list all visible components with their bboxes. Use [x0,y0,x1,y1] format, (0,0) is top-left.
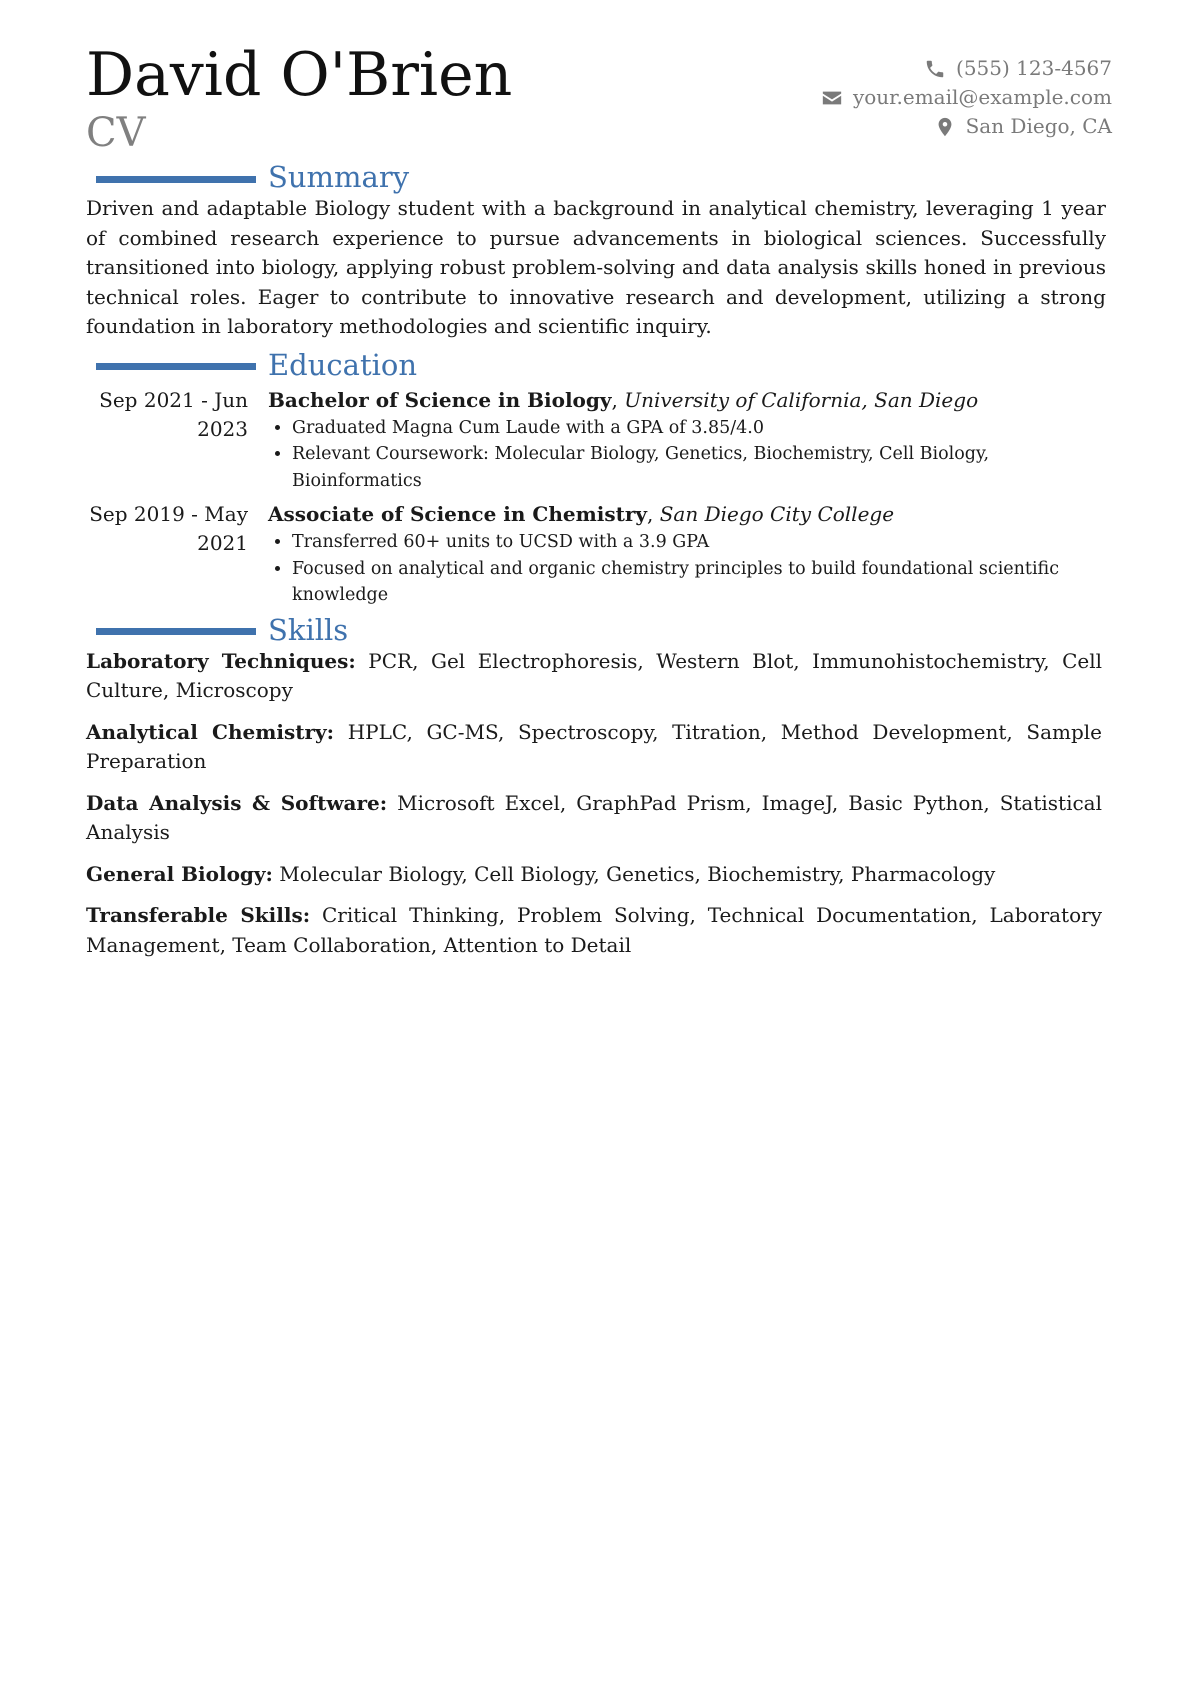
degree-name: Associate of Science in Chemistry [268,502,647,526]
date-range-start: Sep 2021 - Jun [99,387,248,412]
section-title-summary: Summary [268,160,410,194]
skill-category: Transferable Skills: [86,903,311,927]
contact-phone [821,54,1112,83]
degree-name: Bachelor of Science in Biology [268,387,612,412]
bullet-item: • Relevant Coursework: Molecular Biology, Genetics, Biochemistry, Cell Biology, Bioinformatics [292,441,1112,494]
candidate-name: David O'Brien [86,40,513,110]
education-entry [86,500,1112,609]
skill-list: HPLC, GC-MS, Spectroscopy, Titration, Method Development, Sample Preparation [86,719,1102,773]
education-section-heading [86,348,1112,382]
education-date [86,500,268,609]
location-text: San Diego, CA [965,114,1112,138]
skill-category: Analytical Chemistry: [86,719,335,744]
summary-section-heading [86,160,1112,194]
skills-section-heading [86,613,1112,647]
section-accent-bar [96,363,256,370]
education-date [86,386,268,495]
education-details [268,500,1112,609]
skill-category: Data Analysis & Software: [86,790,388,815]
email-address[interactable]: your.email@example.com [852,85,1112,109]
skill-row [86,789,1102,848]
section-accent-bar [96,176,256,183]
education-bullets [268,529,1112,609]
summary-text: Driven and adaptable Biology student with a background in analytical chemistry, leveraging 1 year of combined research experience to pursue advancements in biological sciences. Successfully transitioned into biology, applying robust problem-solving and data analysis skills honed in previous technical roles. Eager to contribute to innovative research and development, utilizing a strong foundation in laboratory methodologies and scientific inquiry. [86,196,1106,338]
bullet-item: • Graduated Magna Cum Laude with a GPA of 3.85/4.0 [292,415,1112,442]
skill-category: Laboratory Techniques: [86,648,356,673]
skill-row [86,901,1102,960]
date-range-start: Sep 2019 - May [89,502,248,526]
skill-row [86,860,1102,890]
institution-name: University of California, San Diego [624,387,979,412]
skill-row [86,647,1102,706]
skill-list: Critical Thinking, Problem Solving, Technical Documentation, Laboratory Management, Team Collaboration, Attention to Detail [86,903,1102,957]
section-title-education: Education [268,347,418,382]
bullet-item: • Transferred 60+ units to UCSD with a 3.9 GPA [292,529,1112,556]
skill-category: General Biology: [86,861,273,886]
document-subtitle: CV [86,110,146,156]
envelope-icon [821,87,843,109]
date-range-end: 2021 [197,531,248,555]
map-pin-icon [934,116,956,138]
contact-location [821,112,1112,141]
date-range-end: 2023 [197,416,248,441]
skill-row [86,718,1102,777]
contact-info [821,54,1112,141]
phone-number: (555) 123-4567 [956,56,1112,80]
education-details [268,386,1112,495]
education-entry [86,386,1112,495]
skill-list: Microsoft Excel, GraphPad Prism, ImageJ, Basic Python, Statistical Analysis [86,790,1103,844]
header [86,0,1112,160]
skill-list: PCR, Gel Electrophoresis, Western Blot, Immunohistochemistry, Cell Culture, Microscopy [86,648,1103,702]
bullet-item: • Focused on analytical and organic chemistry principles to build foundational scientific knowledge [292,556,1112,609]
section-accent-bar [96,628,256,635]
education-title: Associate of Science in Chemistry, San Diego City College [268,502,895,526]
cv-page [86,0,1112,1683]
contact-email [821,83,1112,112]
education-title: Bachelor of Science in Biology, University of California, San Diego [268,387,979,412]
education-bullets [268,415,1112,495]
phone-icon [924,58,946,80]
institution-name: San Diego City College [659,502,895,526]
section-title-skills: Skills [268,612,349,647]
skill-list: Molecular Biology, Cell Biology, Genetics, Biochemistry, Pharmacology [279,861,996,886]
